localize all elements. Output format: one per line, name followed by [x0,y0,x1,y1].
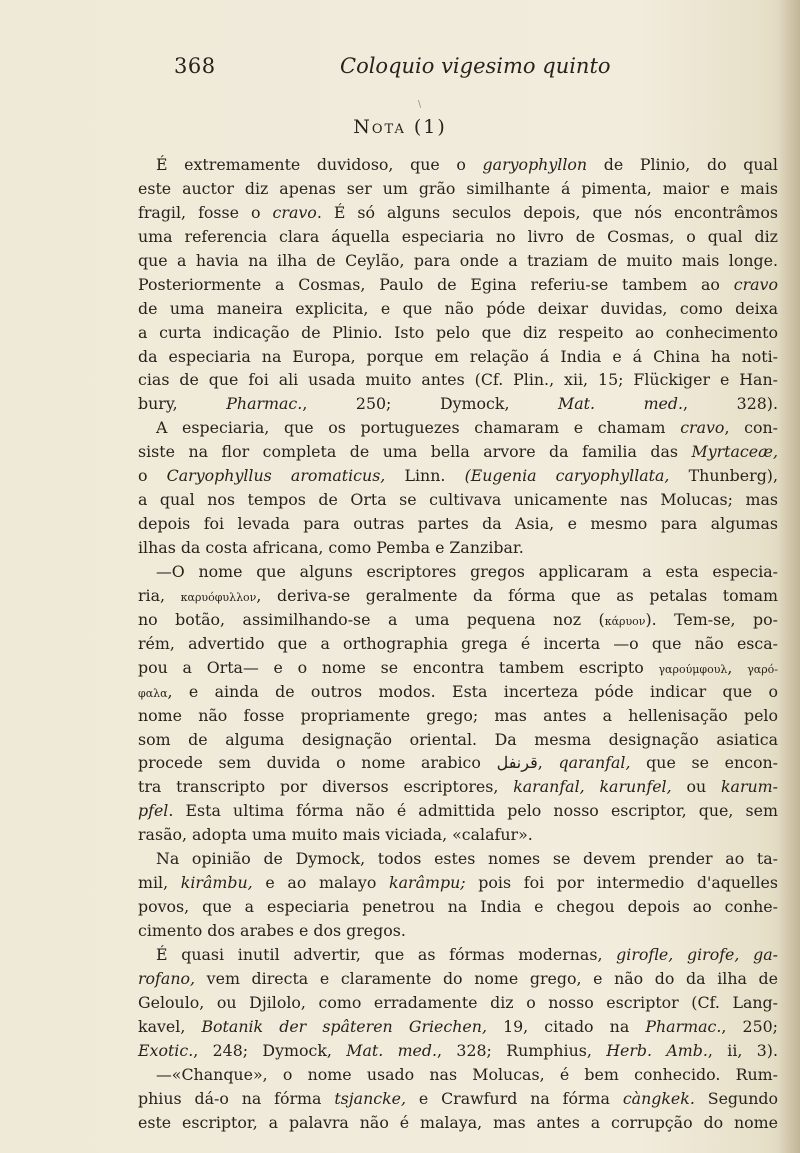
text-line [138,632,778,656]
text-segment: que a havia na ilha de Ceylão, para onde a traziam de muito mais longe. [138,250,778,270]
text-line [138,728,778,752]
text-segment: cias de que foi ali usada muito antes (Cf. Plin., xii, 15; Flückiger e Han- [138,370,778,390]
text-segment: vem directa e claramente do nome grego, e não do da ilha de [195,968,778,988]
text-line [138,584,778,608]
text-line [138,201,778,225]
text-segment: Linn. [385,466,465,486]
text-segment: fragil, fosse o [138,202,273,222]
text-segment: . Esta ultima fórma não é admittida pelo nosso escriptor, que, sem [168,801,778,821]
text-segment: pou a Orta— e o nome se encontra tambem escripto [138,657,659,677]
italic-term: kirâmbu, [180,873,253,893]
text-line [138,656,778,680]
text-segment: , 250; Dymock, [302,394,559,414]
greek-term: φαλα [138,686,168,700]
italic-term: Mat. med. [346,1040,438,1060]
stray-mark: \ [418,100,422,110]
text-segment: ilhas da costa africana, como Pemba e Zanzibar. [138,538,524,557]
text-segment: Thunberg), [669,466,778,486]
text-segment: ). Tem-se, po- [645,609,779,629]
text-segment: rém, advertido que a orthographia grega é incerta —o que não esca- [138,633,778,653]
italic-term: qaranfal, [558,753,631,773]
greek-term: γαρό- [747,662,778,676]
text-segment: nome não fosse propriamente grego; mas antes a hellenisação pelo [138,705,778,725]
text-line [138,177,778,201]
text-segment: depois foi levada para outras partes da Asia, e mesmo para algumas [138,514,778,534]
text-line [138,464,778,488]
text-segment: o [138,466,167,486]
text-segment: som de alguma designação oriental. Da mesma designação asiatica [138,729,778,749]
text-segment: e ao malayo [252,873,390,893]
text-line [138,440,778,464]
text-segment: , deriva-se geralmente da fórma que as petalas tomam [256,585,778,605]
text-segment: phius dá-o na fórma [138,1088,335,1108]
greek-term: κάρυον [604,614,646,628]
text-segment: É extremamente duvidoso, que o [156,155,483,174]
text-line [138,392,778,416]
text-line [138,512,778,536]
text-line [138,1111,778,1135]
text-line [138,608,778,632]
italic-term: (Eugenia caryophyllata, [464,466,670,486]
text-segment: —O nome que alguns escriptores gregos applicaram a esta especia- [156,561,778,581]
italic-term: cravo [733,274,778,294]
text-segment: A especiaria, que os portuguezes chamaram e chamam [156,418,681,438]
text-segment: , e ainda de outros modos. Esta incerteza póde indicar que o [167,681,778,701]
text-segment: a qual nos tempos de Orta se cultivava unicamente nas Molucas; mas [138,490,778,510]
text-line [138,416,778,440]
text-segment: 19, citado na [486,1016,646,1036]
text-segment: no botão, assimilhando-se a uma pequena noz ( [138,609,605,629]
text-line [138,1063,778,1087]
text-segment: , 328; Rumphius, [437,1040,607,1060]
text-segment: cimento dos arabes e dos gregos. [138,921,406,940]
text-segment: , con- [724,418,778,438]
text-line [138,799,778,823]
text-line [138,536,778,560]
text-segment: bury, [138,394,227,414]
text-line [138,871,778,895]
text-line [138,345,778,369]
text-segment: , [537,753,559,773]
text-line [138,273,778,297]
text-segment: que se encon- [630,753,779,773]
text-line [138,368,778,392]
text-line [138,297,778,321]
text-line [138,991,778,1015]
text-segment: , 248; Dymock, [193,1040,347,1060]
text-segment: da especiaria na Europa, porque em relação á India e á China ha noti- [138,346,778,366]
text-segment: , [727,657,748,677]
text-segment: ou [671,777,721,797]
text-segment: kavel, [138,1016,202,1036]
text-segment: , 328). [683,394,778,414]
text-segment: e Crawfurd na fórma [406,1088,623,1108]
text-line [138,321,778,345]
page-edge-shadow [778,0,800,1153]
italic-term: Exotic. [138,1040,194,1060]
text-line [138,823,778,847]
text-line [138,153,778,177]
text-segment: uma referencia clara áquella especiaria no livro de Cosmas, o qual diz [138,226,778,246]
text-segment: de Plinio, do qual [587,155,778,174]
page-header [0,54,800,84]
italic-term: pfel [138,801,169,821]
italic-term: cravo [680,418,725,438]
italic-term: Pharmac. [645,1016,722,1036]
text-segment: ria, [138,585,181,605]
italic-term: girofle, girofe, ga- [616,944,778,964]
italic-term: Caryophyllus aromaticus, [166,466,386,486]
italic-term: Herb. Amb. [606,1040,708,1060]
note-body [138,153,778,1134]
text-segment: . É só alguns seculos depois, que nós encontrâmos [316,202,778,222]
italic-term: karanfal, karunfel, [513,777,672,797]
text-segment: povos, que a especiaria penetrou na India e chegou depois ao conhe- [138,897,778,917]
text-line [138,560,778,584]
running-title: Coloquio vigesimo quinto [340,54,611,78]
text-segment: mil, [138,873,181,893]
text-segment: de uma maneira explicita, e que não póde deixar duvidas, como deixa [138,298,778,318]
text-segment: tra transcripto por diversos escriptores, [138,777,514,797]
text-segment: É quasi inutil advertir, que as fórmas modernas, [156,944,617,964]
text-line [138,775,778,799]
text-segment: , 250; [721,1016,778,1036]
text-line [138,225,778,249]
italic-term: Pharmac. [226,394,303,414]
italic-term: garyophyllon [482,155,588,174]
italic-term: karâmpu; [389,873,466,893]
italic-term: tsjancke, [334,1088,407,1108]
text-line [138,847,778,871]
text-line [138,249,778,273]
italic-term: Botanik der spâteren Griechen, [201,1016,487,1036]
text-line [138,1039,778,1063]
greek-term: γαρούμφουλ [658,662,728,676]
greek-term: καρυόφυλλον [180,590,257,604]
text-line [138,704,778,728]
text-segment: este escriptor, a palavra não é malaya, mas antes a corrupção do nome [138,1112,778,1132]
text-segment: este auctor diz apenas ser um grão similhante á pimenta, maior e mais [138,178,778,198]
italic-term: cravo [272,202,317,222]
text-line [138,751,778,775]
text-segment: procede sem duvida o nome arabico [138,753,497,773]
italic-term: rofano, [138,968,196,988]
text-segment: Na opinião de Dymock, todos estes nomes se devem prender ao ta- [156,849,778,869]
text-segment: a curta indicação de Plinio. Isto pelo que diz respeito ao conhecimento [138,322,778,342]
text-segment: Segundo [694,1088,778,1108]
italic-term: Myrtaceæ, [691,442,778,462]
text-segment: rasão, adopta uma muito mais viciada, «calafur». [138,825,533,845]
text-line [138,895,778,919]
italic-term: càngkek. [622,1088,695,1108]
text-segment: pois foi por intermedio d'aquelles [465,873,778,893]
text-line [138,1087,778,1111]
text-line [138,943,778,967]
text-segment: , ii, 3). [707,1040,778,1060]
page-number: 368 [174,54,216,78]
text-line [138,919,778,943]
text-line [138,1015,778,1039]
note-title: Nota (1) [353,116,447,138]
text-line [138,680,778,704]
text-segment: Posteriormente a Cosmas, Paulo de Egina referiu-se tambem ao [138,274,734,294]
arabic-term: قرنفل [496,753,538,773]
text-line [138,967,778,991]
italic-term: karum- [720,777,778,797]
text-segment: Geloulo, ou Djilolo, como erradamente diz o nosso escriptor (Cf. Lang- [138,992,778,1012]
text-segment: siste na flor completa de uma bella arvore da familia das [138,442,692,462]
italic-term: Mat. med. [558,394,684,414]
text-segment: —«Chanque», o nome usado nas Molucas, é bem conhecido. Rum- [156,1064,778,1084]
text-line [138,488,778,512]
